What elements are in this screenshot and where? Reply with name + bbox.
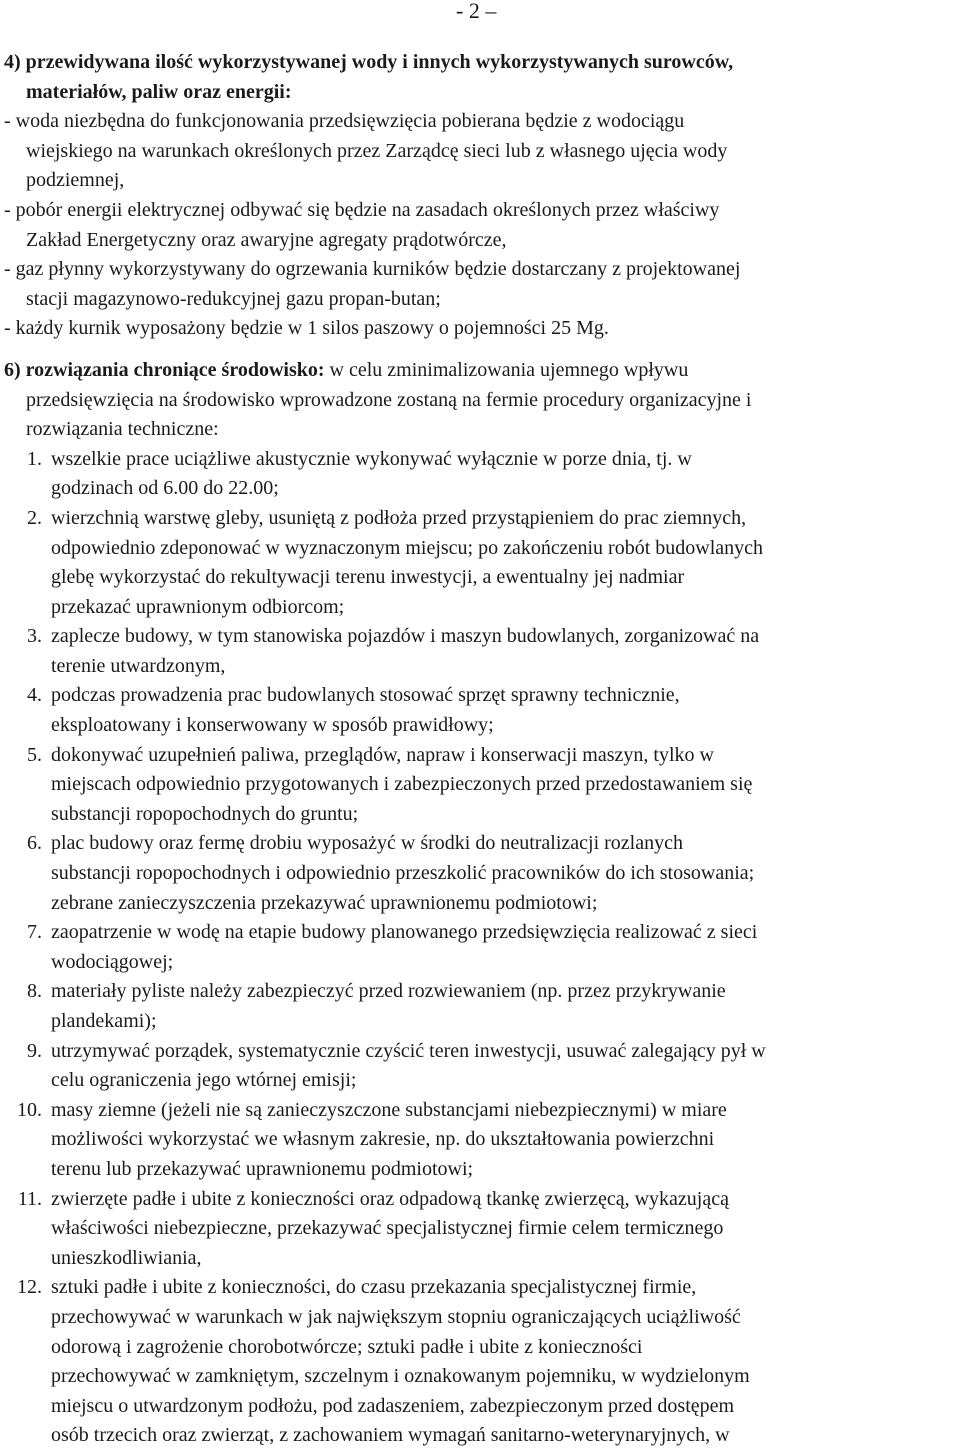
list-item-line: materiały pyliste należy zabezpieczyć przed rozwiewaniem (np. przez przykrywanie [51, 980, 726, 1003]
list-item-line: odorową i zagrożenie chorobotwórcze; sztuki padłe i ubite z konieczności [51, 1335, 643, 1358]
list-item-line: możliwości wykorzystać we własnym zakresie, np. do ukształtowania powierzchni [51, 1128, 715, 1151]
section-6 [4, 356, 956, 1451]
list-item-10 [4, 1096, 956, 1185]
section-6-intro-line: rozwiązania techniczne: [26, 418, 219, 441]
list-item-number: 10. [17, 1098, 42, 1121]
bullet-line: - gaz płynny wykorzystywany do ogrzewania kurników będzie dostarczany z projektowanej [4, 258, 741, 281]
list-item-number: 1. [27, 447, 42, 470]
bullet-line: stacji magazynowo-redukcyjnej gazu propan-butan; [26, 287, 441, 310]
list-item-number: 5. [27, 743, 42, 766]
list-item-line: podczas prowadzenia prac budowlanych stosować sprzęt sprawny technicznie, [51, 684, 680, 707]
section-4 [4, 48, 956, 344]
bullet-line: - każdy kurnik wyposażony będzie w 1 silos paszowy o pojemności 25 Mg. [4, 317, 609, 340]
section-4-bullet-1 [4, 107, 956, 196]
list-item-number: 2. [27, 506, 42, 529]
list-item-line: zwierzęte padłe i ubite z konieczności oraz odpadową tkankę zwierzęcą, wykazującą [51, 1187, 729, 1210]
section-6-heading-bold: 6) rozwiązania chroniące środowisko: [4, 358, 325, 381]
bullet-line: - pobór energii elektrycznej odbywać się będzie na zasadach określonych przez właściwy [4, 198, 720, 221]
bullet-line: - woda niezbędna do funkcjonowania przedsięwzięcia pobierana będzie z wodociągu [4, 110, 685, 133]
list-item-line: miejscach odpowiednio przygotowanych i zabezpieczonych przed przedostawaniem się [51, 773, 753, 796]
list-item-1 [4, 445, 956, 504]
list-item-line: dokonywać uzupełnień paliwa, przeglądów, napraw i konserwacji maszyn, tylko w [51, 743, 714, 766]
list-item-line: zebrane zanieczyszczenia przekazywać uprawnionemu podmiotowi; [51, 891, 598, 914]
list-item-line: substancji ropopochodnych do gruntu; [51, 802, 359, 825]
document-body [4, 48, 956, 1451]
list-item-12 [4, 1273, 956, 1451]
list-item-line: sztuki padłe i ubite z konieczności, do czasu przekazania specjalistycznej firmie, [51, 1276, 697, 1299]
list-item-line: przechowywać w zamkniętym, szczelnym i oznakowanym pojemniku, w wydzielonym [51, 1365, 750, 1388]
bullet-line: Zakład Energetyczny oraz awaryjne agregaty prądotwórcze, [26, 228, 507, 251]
list-item-line: osób trzecich oraz zwierząt, z zachowaniem wymagań sanitarno-weterynaryjnych, w [51, 1424, 730, 1447]
list-item-line: glebę wykorzystać do rekultywacji terenu inwestycji, a ewentualny jej nadmiar [51, 566, 685, 589]
list-item-line: przekazać uprawnionym odbiorcom; [51, 595, 345, 618]
list-item-5 [4, 741, 956, 830]
list-item-line: unieszkodliwiania, [51, 1246, 202, 1269]
section-6-heading-rest: w celu zminimalizowania ujemnego wpływu [324, 358, 689, 381]
list-item-8 [4, 977, 956, 1036]
list-item-line: plac budowy oraz fermę drobiu wyposażyć w środki do neutralizacji rozlanych [51, 832, 683, 855]
list-item-9 [4, 1037, 956, 1096]
list-item-6 [4, 829, 956, 918]
bullet-line: podziemnej, [26, 169, 125, 192]
bullet-line: wiejskiego na warunkach określonych przez Zarządcę sieci lub z własnego ujęcia wody [26, 139, 728, 162]
list-item-number: 9. [27, 1039, 42, 1062]
section-4-heading-line-2: materiałów, paliw oraz energii: [26, 80, 292, 103]
list-item-11 [4, 1185, 956, 1274]
section-4-bullet-4 [4, 314, 956, 344]
list-item-number: 6. [27, 832, 42, 855]
list-item-line: terenie utwardzonym, [51, 654, 226, 677]
list-item-number: 12. [17, 1276, 42, 1299]
list-item-line: godzinach od 6.00 do 22.00; [51, 477, 279, 500]
list-item-line: zaplecze budowy, w tym stanowiska pojazdów i maszyn budowlanych, zorganizować na [51, 625, 760, 648]
list-item-7 [4, 918, 956, 977]
list-item-line: terenu lub przekazywać uprawnionemu podmiotowi; [51, 1157, 474, 1180]
section-6-intro-line: przedsięwzięcia na środowisko wprowadzone zostaną na fermie procedury organizacyjne i [26, 388, 752, 411]
section-4-bullet-2 [4, 196, 956, 255]
list-item-number: 8. [27, 980, 42, 1003]
page-number: - 2 – [456, 0, 497, 23]
list-item-number: 11. [17, 1187, 42, 1210]
list-item-line: celu ograniczenia jego wtórnej emisji; [51, 1069, 357, 1092]
list-item-line: substancji ropopochodnych i odpowiednio przeszkolić pracowników do ich stosowania; [51, 862, 755, 885]
list-item-line: odpowiednio zdeponować w wyznaczonym miejscu; po zakończeniu robót budowlanych [51, 536, 764, 559]
list-item-3 [4, 622, 956, 681]
list-item-4 [4, 681, 956, 740]
list-item-line: wodociągowej; [51, 950, 174, 973]
list-item-line: przechowywać w warunkach w jak największym stopniu ograniczających uciążliwość [51, 1305, 741, 1328]
list-item-line: wszelkie prace uciążliwe akustycznie wykonywać wyłącznie w porze dnia, tj. w [51, 447, 692, 470]
list-item-line: masy ziemne (jeżeli nie są zanieczyszczone substancjami niebezpiecznymi) w miare [51, 1098, 727, 1121]
section-4-heading-line-1: 4) przewidywana ilość wykorzystywanej wody i innych wykorzystywanych surowców, [4, 51, 734, 73]
list-item-number: 3. [27, 625, 42, 648]
list-item-number: 7. [27, 921, 42, 944]
list-item-2 [4, 504, 956, 622]
list-item-number: 4. [27, 684, 42, 707]
list-item-line: wierzchnią warstwę gleby, usuniętą z podłoża przed przystąpieniem do prac ziemnych, [51, 506, 747, 529]
list-item-line: miejscu o utwardzonym podłożu, pod zadaszeniem, zabezpieczonym przed dostępem [51, 1394, 735, 1417]
list-item-line: właściwości niebezpieczne, przekazywać specjalistycznej firmie celem termicznego [51, 1217, 724, 1240]
list-item-line: zaopatrzenie w wodę na etapie budowy planowanego przedsięwzięcia realizować z sieci [51, 921, 758, 944]
list-item-line: utrzymywać porządek, systematycznie czyścić teren inwestycji, usuwać zalegający pył w [51, 1039, 766, 1062]
list-item-line: plandekami); [51, 1010, 157, 1032]
section-4-bullet-3 [4, 255, 956, 314]
section-6-heading [4, 356, 956, 386]
list-item-line: eksploatowany i konserwowany w sposób prawidłowy; [51, 714, 494, 737]
